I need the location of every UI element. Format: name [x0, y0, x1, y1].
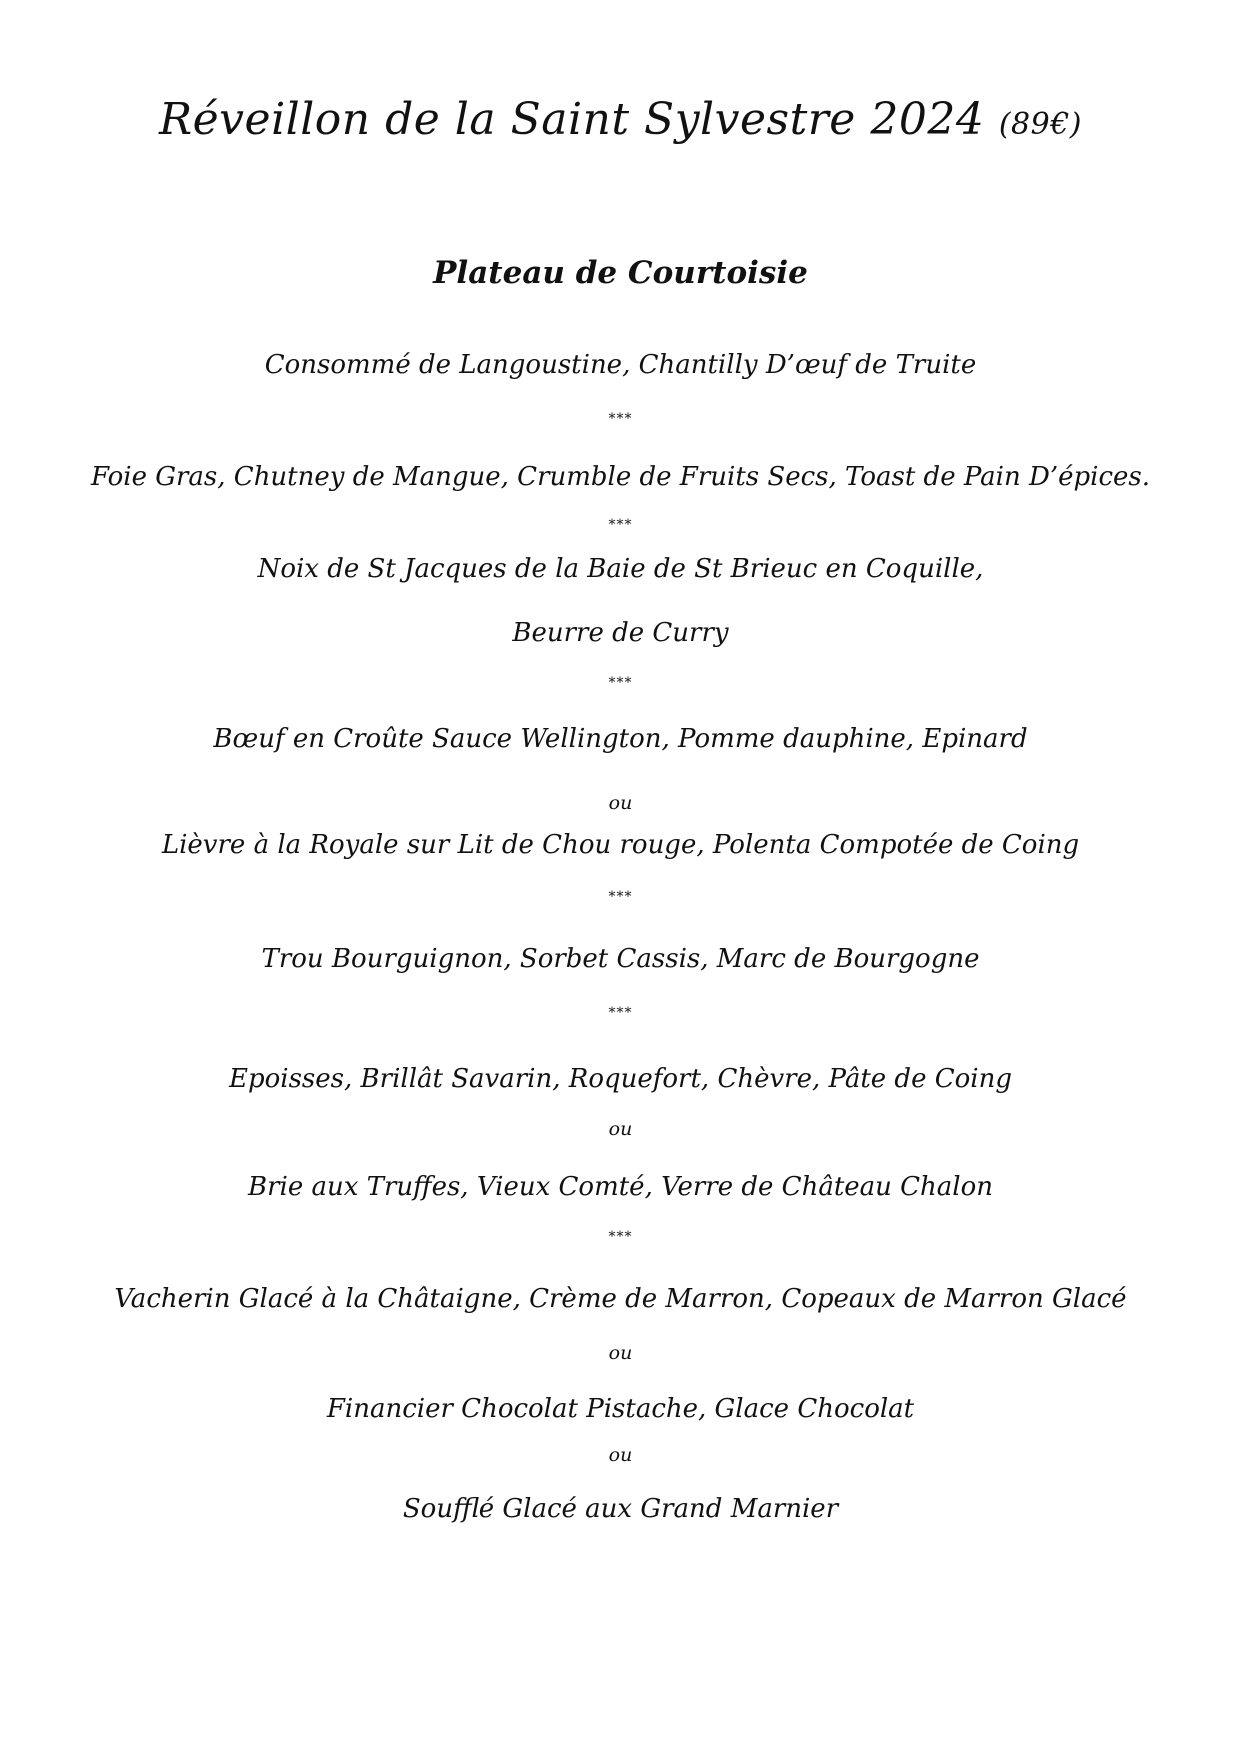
- dish-lievre: Lièvre à la Royale sur Lit de Chou rouge, Polenta Compotée de Coing: [161, 830, 1080, 860]
- or-separator: ou: [608, 1118, 633, 1140]
- dish-foie-gras: Foie Gras, Chutney de Mangue, Crumble de Fruits Secs, Toast de Pain D’épices.: [90, 462, 1151, 492]
- dish-fromages-2: Brie aux Truffes, Vieux Comté, Verre de Château Chalon: [247, 1172, 994, 1202]
- dish-financier: Financier Chocolat Pistache, Glace Chocolat: [326, 1394, 915, 1424]
- dish-st-jacques: Noix de St Jacques de la Baie de St Brieuc en Coquille,: [257, 554, 984, 584]
- separator: ***: [608, 1229, 633, 1245]
- separator: ***: [608, 675, 633, 691]
- or-separator: ou: [608, 792, 633, 814]
- menu-title: [0, 94, 1241, 145]
- menu-title-text: Réveillon de la Saint Sylvestre 2024: [159, 94, 985, 145]
- menu-price: (89€): [998, 107, 1082, 142]
- separator: ***: [608, 517, 633, 533]
- dish-consomme: Consommé de Langoustine, Chantilly D’œuf de Truite: [264, 350, 977, 380]
- separator: ***: [608, 1005, 633, 1021]
- separator: ***: [608, 411, 633, 427]
- or-separator: ou: [608, 1444, 633, 1466]
- dish-st-jacques-sauce: Beurre de Curry: [512, 618, 729, 648]
- dish-souffle: Soufflé Glacé aux Grand Marnier: [402, 1494, 839, 1524]
- menu-subtitle: Plateau de Courtoisie: [433, 255, 808, 291]
- or-separator: ou: [608, 1342, 633, 1364]
- dish-vacherin: Vacherin Glacé à la Châtaigne, Crème de Marron, Copeaux de Marron Glacé: [114, 1284, 1127, 1314]
- separator: ***: [608, 889, 633, 905]
- dish-boeuf: Bœuf en Croûte Sauce Wellington, Pomme dauphine, Epinard: [213, 724, 1028, 754]
- dish-trou-bourguignon: Trou Bourguignon, Sorbet Cassis, Marc de Bourgogne: [261, 944, 980, 974]
- dish-fromages-1: Epoisses, Brillât Savarin, Roquefort, Chèvre, Pâte de Coing: [229, 1064, 1012, 1094]
